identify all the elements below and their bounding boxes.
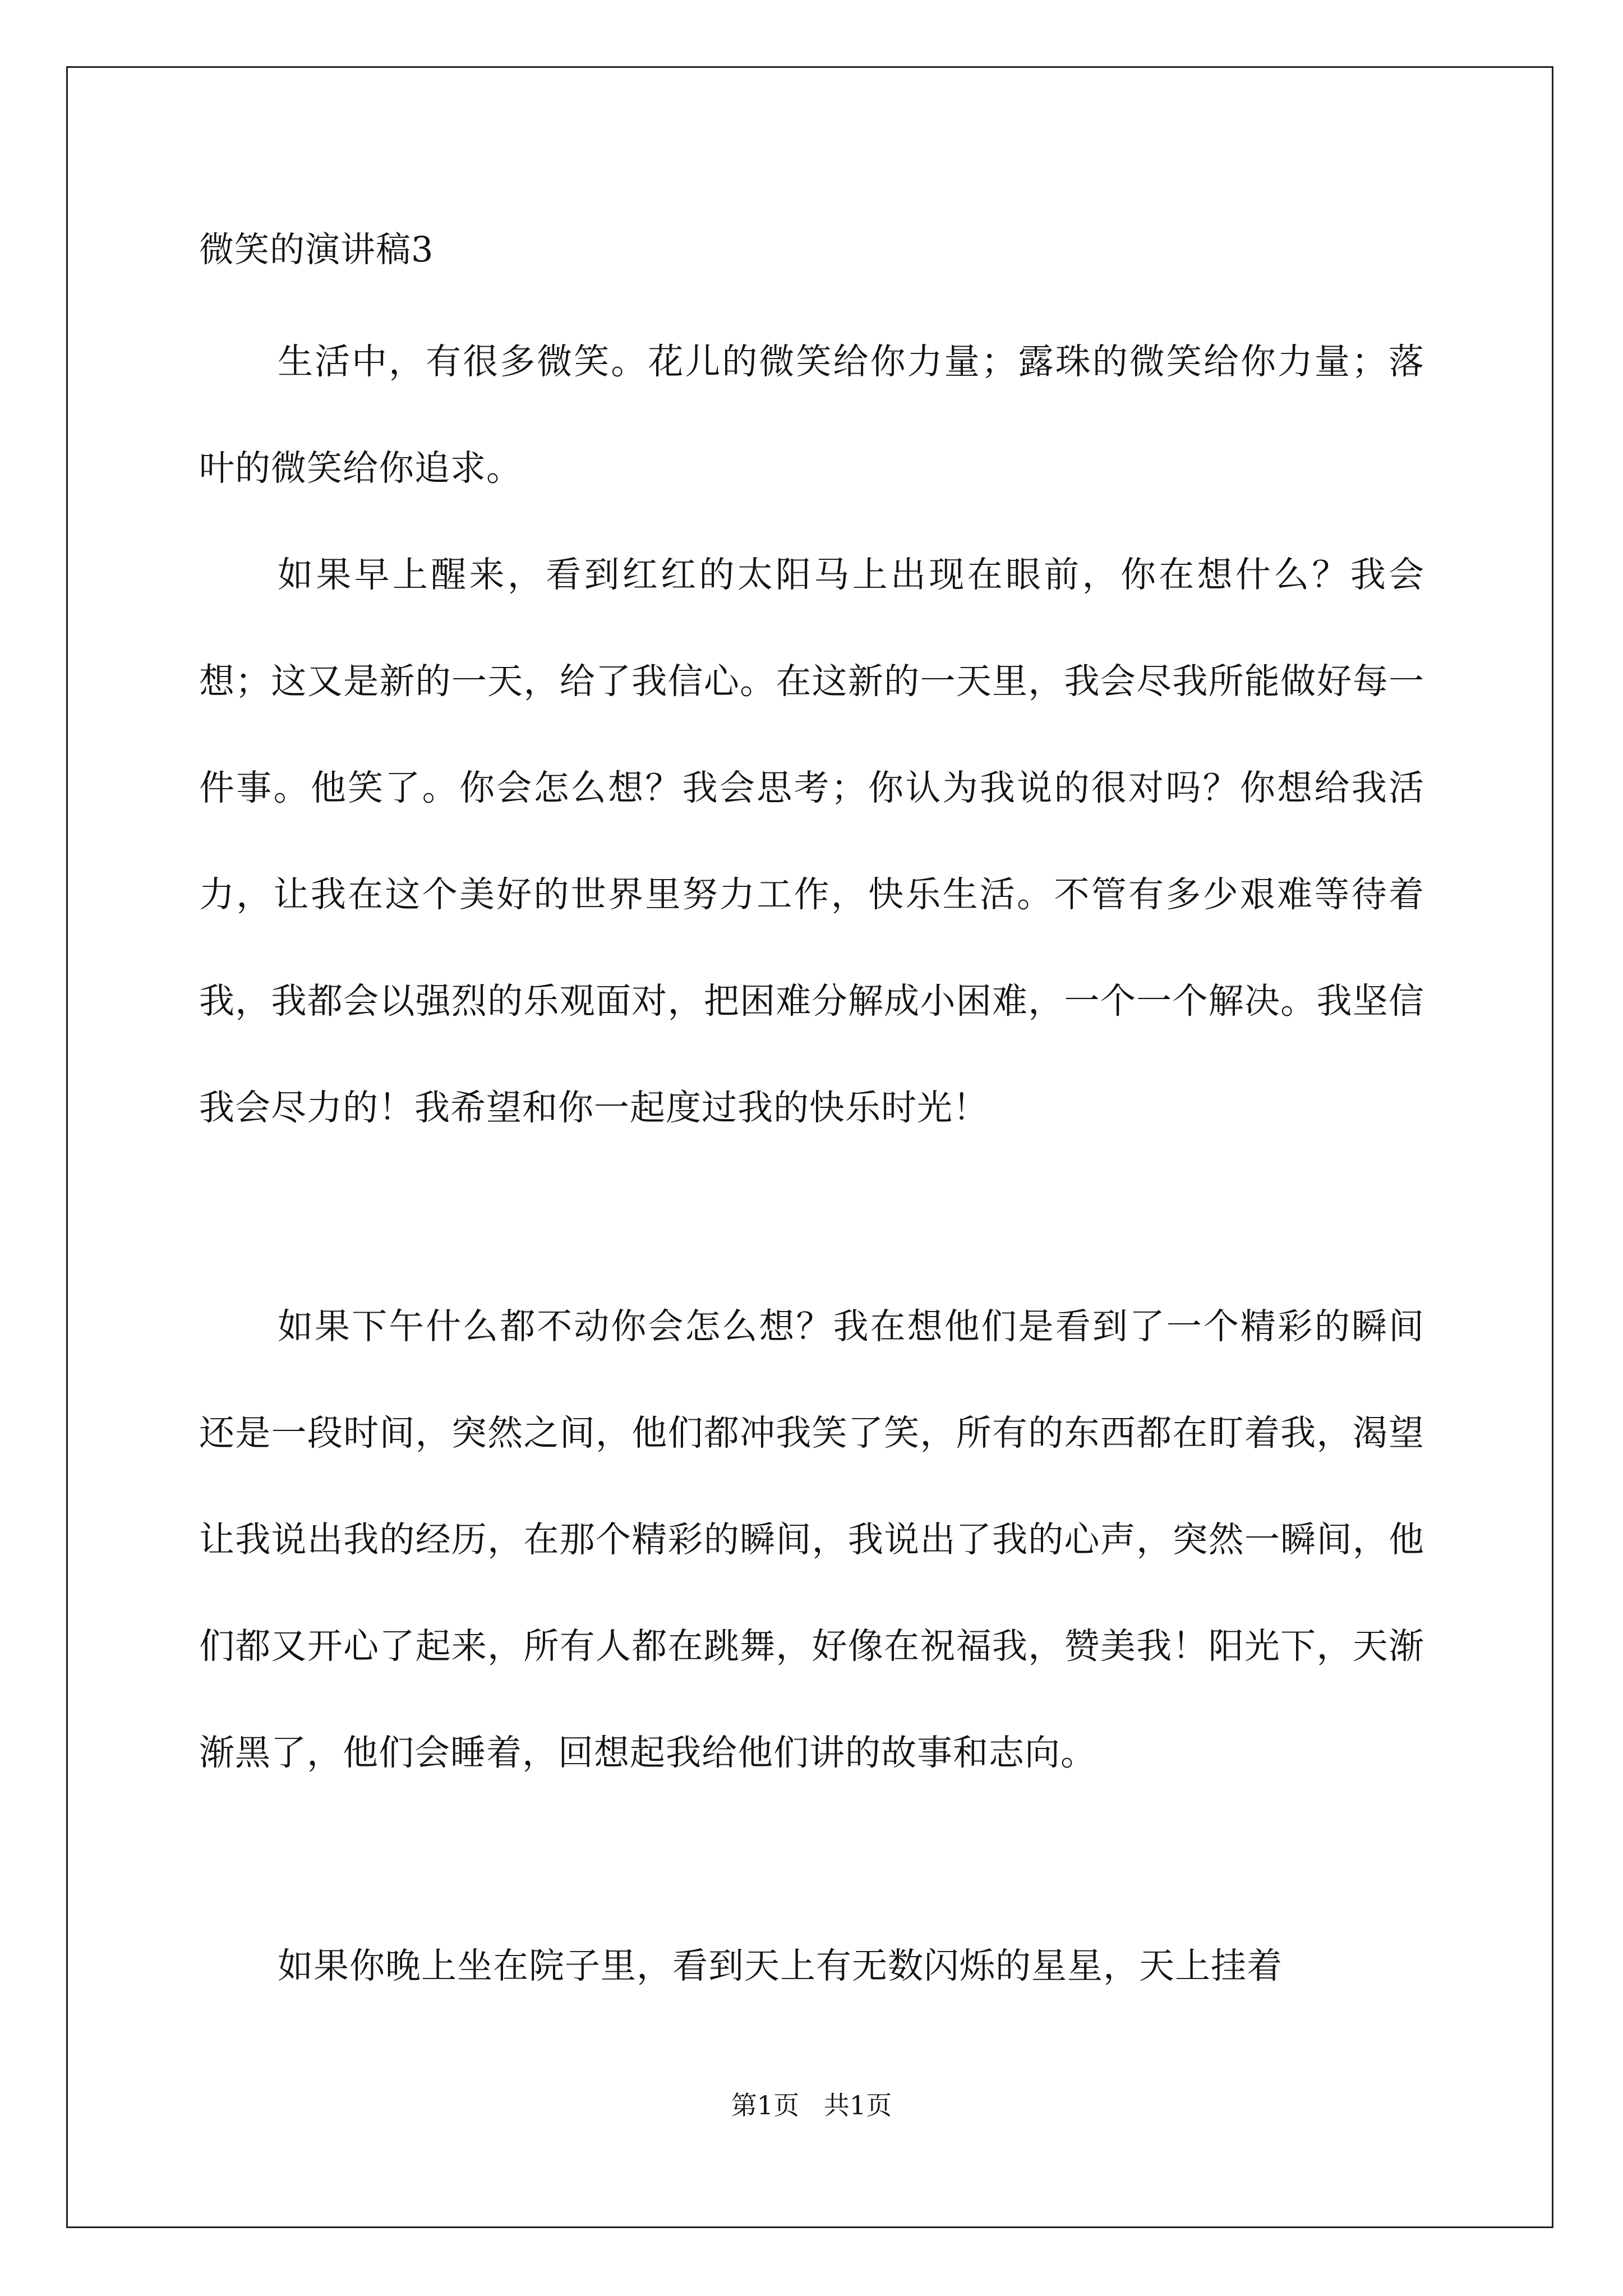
paragraph: 如果下午什么都不动你会怎么想？我在想他们是看到了一个精彩的瞬间还是一段时间，突然之间，他们都冲我笑了笑，所有的东西都在盯着我，渴望让我说出我的经历，在那个精彩的瞬间，我说出了我的心声，突然一瞬间，他们都又开心了起来，所有人都在跳舞，好像在祝福我，赞美我！阳光下，天渐渐黑了，他们会睡着，回想起我给他们讲的故事和志向。 xyxy=(199,1306,1424,1773)
paragraph: 生活中，有很多微笑。花儿的微笑给你力量；露珠的微笑给你力量；落叶的微笑给你追求。 xyxy=(199,341,1424,489)
paragraph: 如果早上醒来，看到红红的太阳马上出现在眼前，你在想什么？我会想；这又是新的一天，给了我信心。在这新的一天里，我会尽我所能做好每一件事。他笑了。你会怎么想？我会思考；你认为我说的很对吗？你想给我活力，让我在这个美好的世界里努力工作，快乐生活。不管有多少艰难等待着我，我都会以强烈的乐观面对，把困难分解成小困难，一个一个解决。我坚信我会尽力的！我希望和你一起度过我的快乐时光！ xyxy=(199,554,1424,1128)
document-title: 微笑的演讲稿3 xyxy=(199,229,434,270)
page-number-footer: 第1页 共1页 xyxy=(731,2090,892,2120)
paragraph: 如果你晚上坐在院子里，看到天上有无数闪烁的星星，天上挂着 xyxy=(278,1945,1283,1986)
